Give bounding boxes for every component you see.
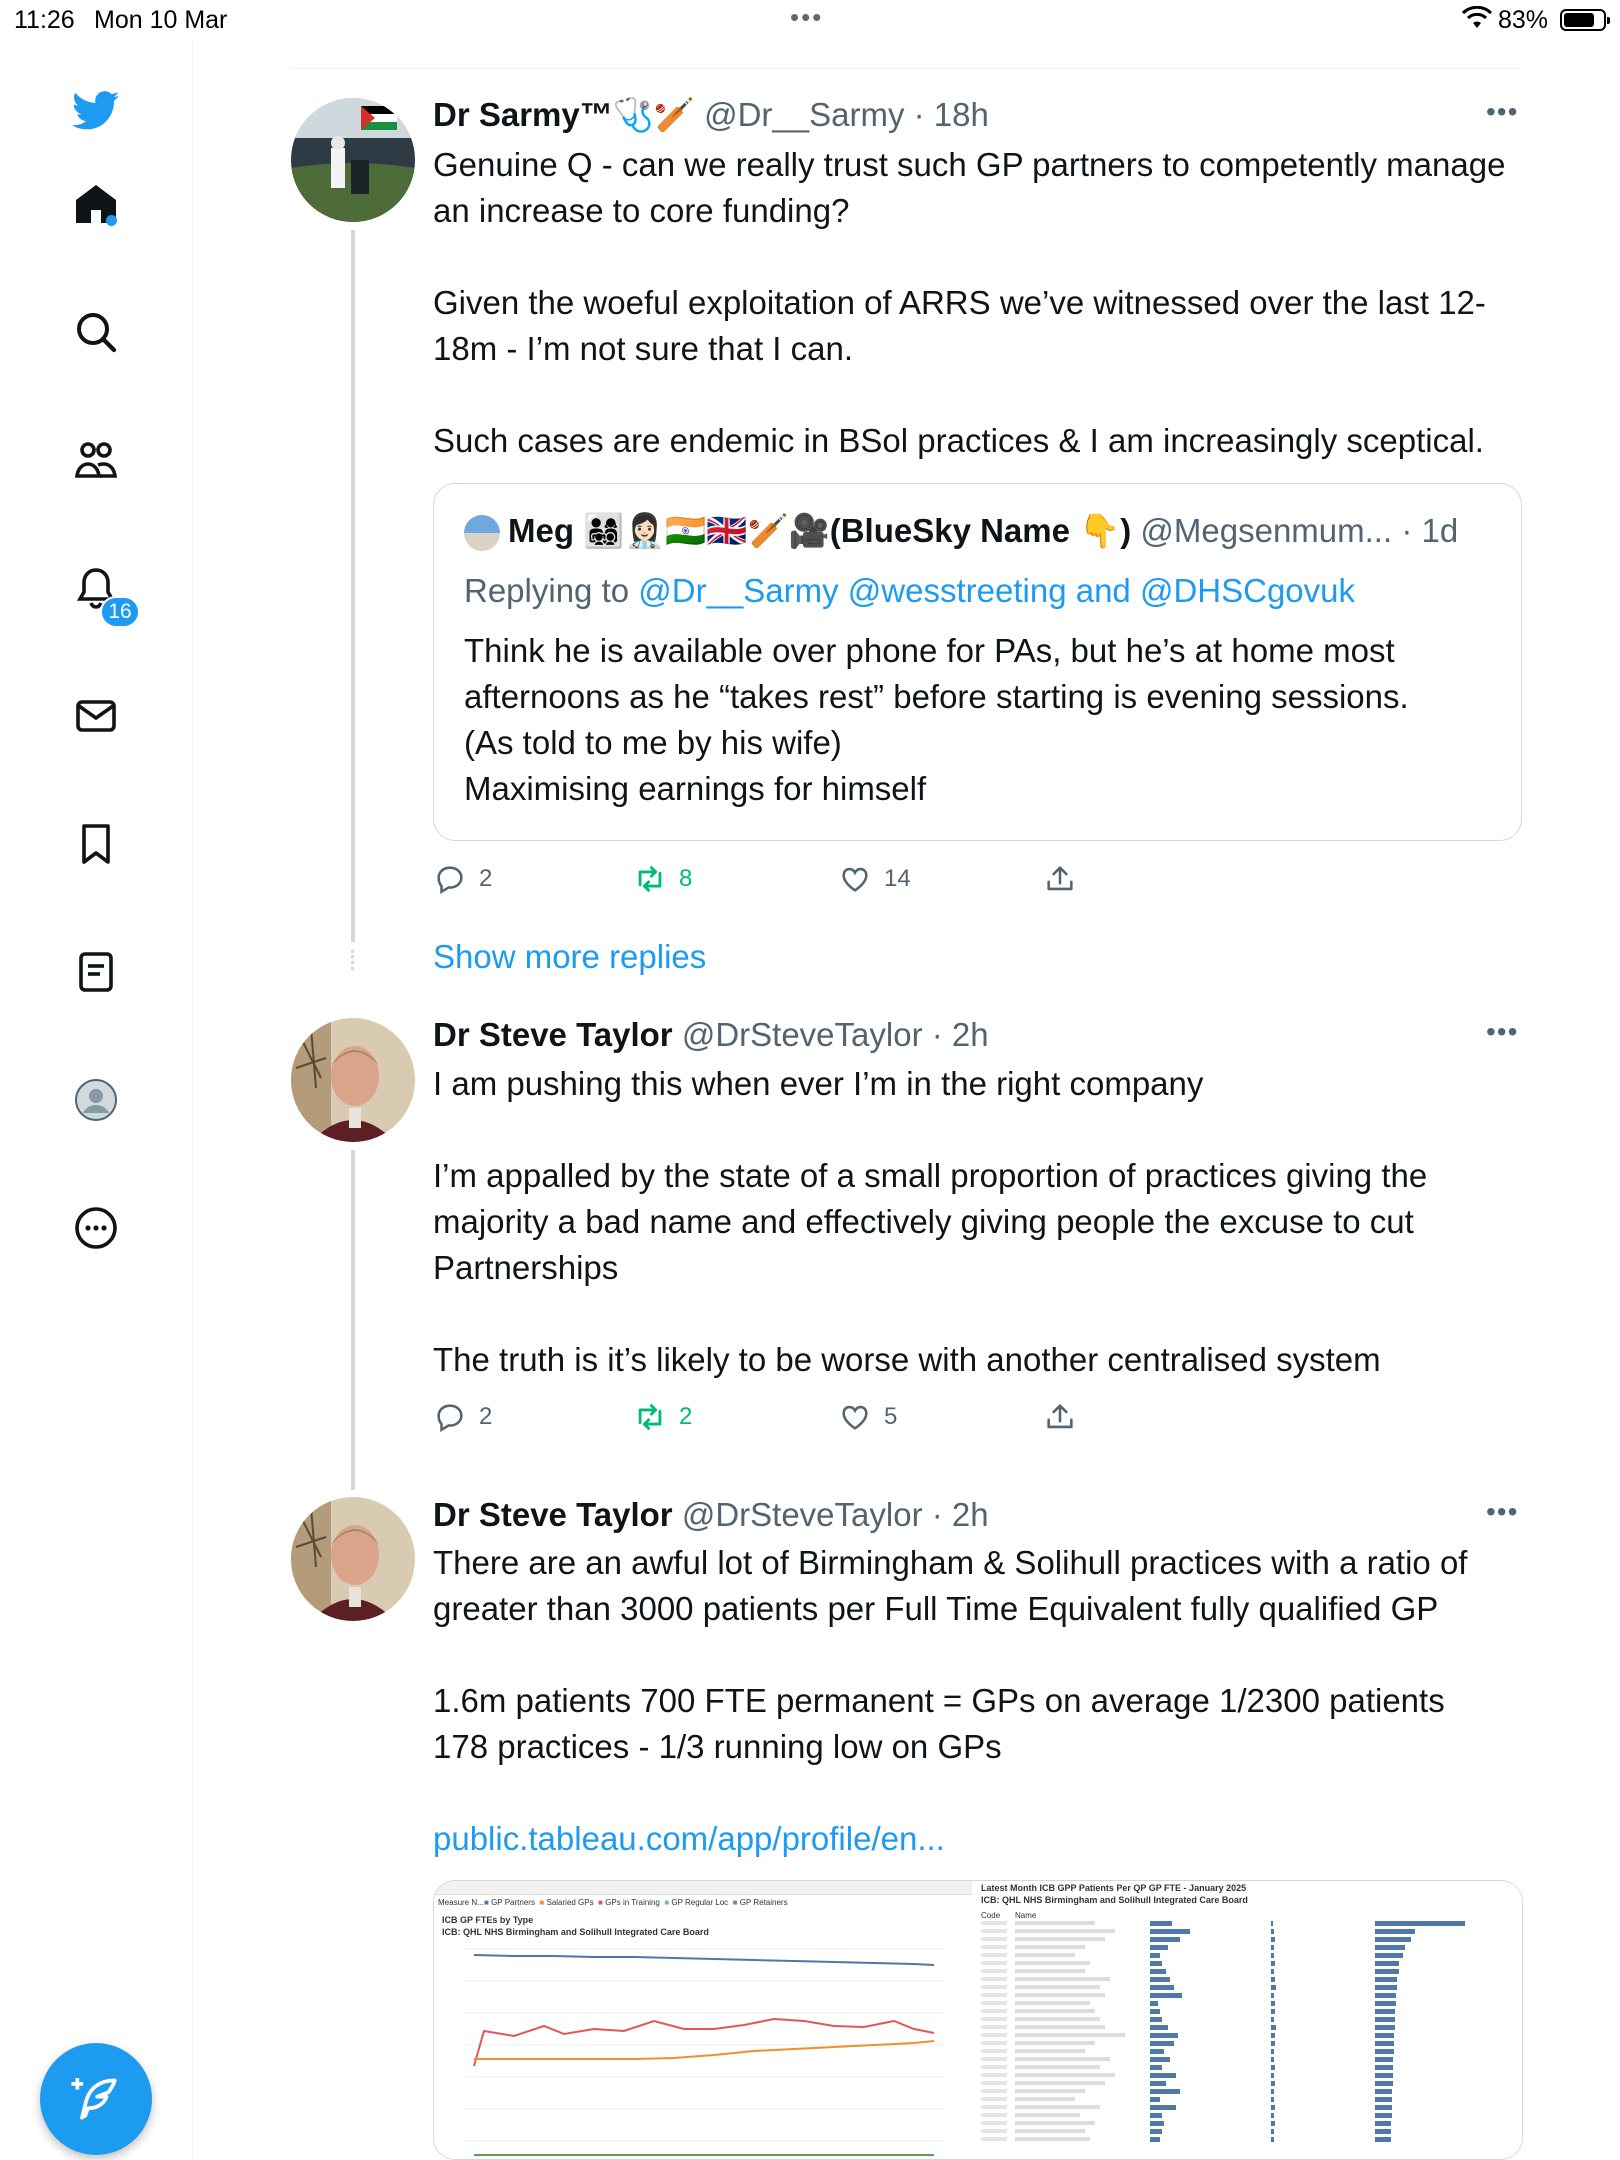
reply-count: 2 — [479, 1403, 493, 1430]
media-image-line-chart[interactable]: Measure N... ■ GP Partners ■ Salaried GPs ■ GPs in Training ■ GP Regular Loc ■ GP Retainers ICB GP FTEs by Type ICB: QHL NHS Birmingham and Solihull Integrated Care Board — [434, 1881, 975, 2159]
battery-percent: 83% — [1498, 6, 1549, 34]
reply-icon — [433, 862, 467, 896]
replying-to-label: Replying to — [464, 572, 639, 609]
compose-feather-icon — [68, 2071, 124, 2127]
like-count: 5 — [884, 1403, 898, 1430]
quoted-tweet[interactable] — [433, 483, 1522, 841]
replying-to-mentions[interactable]: @Dr__Sarmy @wesstreeting and @DHSCgovuk — [638, 572, 1356, 609]
author-name[interactable]: Dr Steve Taylor — [433, 1016, 673, 1053]
notifications-badge: 16 — [100, 596, 140, 628]
tweet-time[interactable]: · 18h — [913, 96, 989, 133]
multitasking-dots-icon[interactable]: ••• — [790, 2, 824, 32]
reply-button[interactable] — [433, 862, 492, 896]
table-title: Latest Month ICB GPP Patients Per QP GP FTE - January 2025 — [981, 1883, 1247, 1893]
like-count: 14 — [884, 865, 911, 892]
retweet-count: 8 — [679, 865, 693, 892]
legend-item: Salaried GPs — [546, 1898, 594, 1907]
tweet-actions — [433, 862, 1193, 902]
author-name[interactable]: Dr Sarmy™🩺🏏 — [433, 96, 695, 133]
thread-line — [351, 230, 355, 942]
quote-avatar — [464, 515, 500, 551]
legend-item: GP Retainers — [739, 1898, 788, 1907]
heart-icon — [838, 1400, 872, 1434]
table-subtitle: ICB: QHL NHS Birmingham and Solihull Integrated Care Board — [981, 1895, 1248, 1905]
share-icon — [1043, 862, 1077, 896]
tweet-text: There are an awful lot of Birmingham & Solihull practices with a ratio of greater than 3000 patients per Full Time Equivalent fully qualified GP 1.6m patients 700 FTE permanent = GPs on average 1/2300 patients 178 practices - 1/3 running low on GPs — [433, 1544, 1468, 1765]
tweet-link[interactable]: public.tableau.com/app/profile/en... — [433, 1820, 945, 1857]
legend-item: GPs in Training — [605, 1898, 660, 1907]
author-handle[interactable]: @Dr__Sarmy — [704, 96, 905, 133]
reply-button[interactable] — [433, 1400, 492, 1434]
profile-avatar-icon[interactable] — [70, 1074, 122, 1126]
author-handle[interactable]: @DrSteveTaylor — [681, 1016, 923, 1053]
search-icon[interactable] — [70, 306, 122, 358]
quote-text: Think he is available over phone for PAs, but he’s at home most afternoons as he “takes rest” before starting is evening sessions. (As told to me by his wife) Maximising earnings for himself — [464, 632, 1409, 807]
tweet-time[interactable]: · 2h — [931, 1496, 989, 1533]
status-date: Mon 10 Mar — [94, 6, 228, 34]
tweet-actions — [433, 1400, 1193, 1440]
quote-author-name: Meg 👨‍👩‍👧‍👦👩🏻‍⚕️🇮🇳🇬🇧🏏🎥(BlueSky Name 👇) — [508, 512, 1132, 549]
retweet-button[interactable] — [633, 1400, 692, 1434]
retweet-icon — [633, 862, 667, 896]
more-circle-icon[interactable] — [70, 1202, 122, 1254]
line-chart-graphic — [434, 1941, 975, 2159]
share-button[interactable] — [1043, 1400, 1077, 1434]
table-col-name: Name — [1015, 1911, 1037, 1920]
communities-icon[interactable] — [70, 434, 122, 486]
tweet-time[interactable]: · 2h — [931, 1016, 989, 1053]
share-icon — [1043, 1400, 1077, 1434]
battery-icon — [1560, 9, 1606, 31]
share-button[interactable] — [1043, 862, 1077, 896]
status-time: 11:26 — [14, 6, 75, 34]
media-image-table[interactable] — [975, 1881, 1522, 2159]
timeline-top-divider — [290, 68, 1522, 69]
author-handle[interactable]: @DrSteveTaylor — [681, 1496, 923, 1533]
avatar[interactable] — [291, 98, 415, 222]
show-more-replies-link[interactable]: Show more replies — [433, 938, 707, 975]
legend-item: GP Regular Loc — [671, 1898, 729, 1907]
reply-count: 2 — [479, 865, 493, 892]
retweet-icon — [633, 1400, 667, 1434]
home-unread-dot — [106, 215, 117, 226]
lists-icon[interactable] — [70, 946, 122, 998]
compose-button[interactable] — [40, 2043, 152, 2155]
chart-title: ICB GP FTEs by Type — [442, 1915, 534, 1925]
bookmark-icon[interactable] — [70, 818, 122, 870]
tweet-media[interactable] — [433, 1880, 1523, 2160]
thread-line — [351, 1150, 355, 1490]
reply-icon — [433, 1400, 467, 1434]
heart-icon — [838, 862, 872, 896]
table-bars-graphic — [975, 1919, 1522, 2159]
chart-subtitle: ICB: QHL NHS Birmingham and Solihull Integrated Care Board — [442, 1927, 709, 1937]
like-button[interactable] — [838, 862, 911, 896]
author-name[interactable]: Dr Steve Taylor — [433, 1496, 673, 1533]
retweet-count: 2 — [679, 1403, 693, 1430]
retweet-button[interactable] — [633, 862, 692, 896]
status-bar — [0, 0, 1620, 40]
like-button[interactable] — [838, 1400, 897, 1434]
table-col-code: Code — [981, 1911, 1001, 1920]
more-options-icon[interactable]: ••• — [1486, 1016, 1519, 1047]
legend-item: GP Partners — [491, 1898, 535, 1907]
tweet-text: Genuine Q - can we really trust such GP partners to competently manage an increase to core funding? Given the woeful exploitation of ARRS we’ve witnessed over the last 12-18m - I’m not sure that I can. Such cases are endemic in BSol practices & I am increasingly sceptical. — [433, 146, 1506, 459]
quote-time: · 1d — [1401, 512, 1459, 549]
twitter-bird-icon[interactable] — [70, 84, 122, 136]
more-options-icon[interactable]: ••• — [1486, 96, 1519, 127]
tweet-text: I am pushing this when ever I’m in the right company I’m appalled by the state of a small proportion of practices giving the majority a bad name and effectively giving people the excuse to cut Partnerships The truth is it’s likely to be worse with another centralised system — [433, 1065, 1428, 1378]
sidebar — [0, 40, 193, 2160]
avatar[interactable] — [291, 1497, 415, 1621]
messages-mail-icon[interactable] — [70, 690, 122, 742]
thread-line-dotted — [351, 950, 355, 970]
wifi-icon — [1462, 6, 1492, 30]
quote-author-handle: @Megsenmum... — [1140, 512, 1393, 549]
more-options-icon[interactable]: ••• — [1486, 1496, 1519, 1527]
avatar[interactable] — [291, 1018, 415, 1142]
